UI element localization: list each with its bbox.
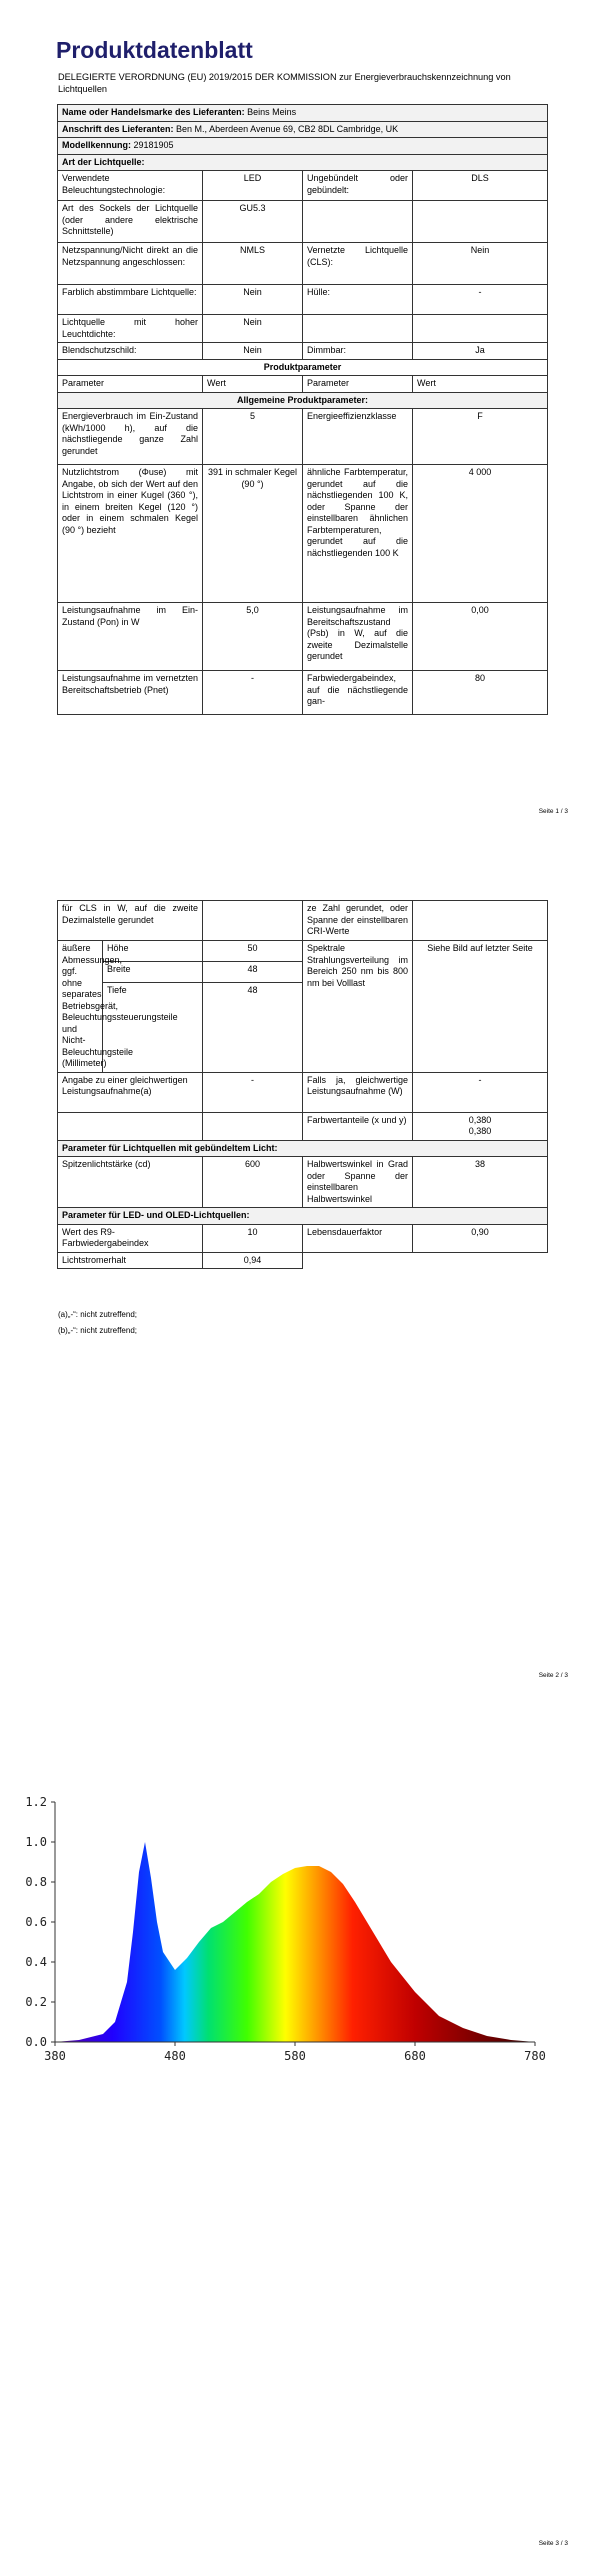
datasheet-table-2	[57, 900, 548, 1269]
led-params-heading: Parameter für LED- und OLED-Lichtquellen:	[58, 1208, 548, 1225]
datasheet-table-1	[57, 104, 548, 715]
y-tick-label: 1.2	[25, 1795, 47, 1809]
high-luminance-value: Nein	[203, 315, 303, 343]
page-number-2: Seite 2 / 3	[538, 1672, 568, 1679]
energy-class-value: F	[413, 409, 548, 465]
dimmable-label: Dimmbar:	[303, 343, 413, 360]
envelope-value: -	[413, 285, 548, 315]
dls-params-heading: Parameter für Lichtquellen mit gebündeltem Licht:	[58, 1140, 548, 1157]
cct-label: ähnliche Farbtemperatur, gerundet auf die nächstliegenden 100 K, oder Spanne der einstellbaren ähnlichen Farbtemperaturen, gerundet auf die nächstliegenden 100 K	[303, 465, 413, 603]
on-mode-power-value: 5,0	[203, 603, 303, 671]
cap-value: GU5.3	[203, 201, 303, 243]
standby-power-label: Leistungsaufnahme im Bereitschaftszustand (Psb) in W, auf die zweite Dezimalstelle gerundet	[303, 603, 413, 671]
directional-label: Ungebündelt oder gebündelt:	[303, 171, 413, 201]
energy-class-label: Energieeffizienzklasse	[303, 409, 413, 465]
spectral-value: Siehe Bild auf letzter Seite	[413, 941, 548, 1073]
cap-label: Art des Sockels der Lichtquelle (oder andere elektrische Schnittstelle)	[58, 201, 203, 243]
dimensions-label: äußere Abmessungen, ggf. ohne separates Betriebsgerät, Beleuchtungssteuerungsteile und Nicht-Beleuchtungsteile (Millimeter)	[58, 941, 103, 1073]
beam-angle-label: Halbwertswinkel in Grad oder Spanne der einstellbaren Halbwertswinkel	[303, 1157, 413, 1208]
chromaticity-label: Farbwertanteile (x und y)	[303, 1112, 413, 1140]
spectral-distribution-chart	[0, 1740, 603, 2070]
regulation-subtitle: DELEGIERTE VERORDNUNG (EU) 2019/2015 DER KOMMISSION zur Energieverbrauchskennzeichnung von Lichtquellen	[58, 72, 511, 94]
col-value-2: Wert	[413, 376, 548, 393]
survival-factor-value: 0,90	[413, 1224, 548, 1252]
depth-value: 48	[203, 982, 303, 1072]
directional-value: DLS	[413, 171, 548, 201]
footnote-a: (a)„-“: nicht zutreffend;	[58, 1310, 137, 1319]
envelope-label: Hülle:	[303, 285, 413, 315]
x-tick-label: 680	[404, 2049, 426, 2063]
page-number-3: Seite 3 / 3	[538, 2540, 568, 2547]
equivalent-power-w-value: -	[413, 1072, 548, 1112]
peak-intensity-value: 600	[203, 1157, 303, 1208]
equivalent-power-w-label: Falls ja, gleichwertige Leistungsaufnahme (W)	[303, 1072, 413, 1112]
high-luminance-label: Lichtquelle mit hoher Leuchtdichte:	[58, 315, 203, 343]
depth-label: Tiefe	[103, 982, 203, 1072]
cri-label: Farbwiedergabeindex, auf die nächstliegende gan-	[303, 671, 413, 715]
cls-value: Nein	[413, 243, 548, 285]
spectrum-area	[55, 1842, 535, 2042]
standby-power-value: 0,00	[413, 603, 548, 671]
col-param-2: Parameter	[303, 376, 413, 393]
model-row: Modellkennung: 29181905	[58, 138, 548, 155]
product-params-heading: Produktparameter	[58, 359, 548, 376]
networked-standby-label: Leistungsaufnahme im vernetzten Bereitschaftsbetrieb (Pnet)	[58, 671, 203, 715]
col-value-1: Wert	[203, 376, 303, 393]
width-label: Breite	[103, 961, 203, 982]
x-tick-label: 580	[284, 2049, 306, 2063]
height-value: 50	[203, 941, 303, 962]
dimmable-value: Ja	[413, 343, 548, 360]
general-params-heading: Allgemeine Produktparameter:	[58, 392, 548, 409]
lightsource-type-heading: Art der Lichtquelle:	[58, 154, 548, 171]
useful-flux-value: 391 in schmaler Kegel (90 °)	[203, 465, 303, 603]
networked-standby-value: -	[203, 671, 303, 715]
y-tick-label: 1.0	[25, 1835, 47, 1849]
width-value: 48	[203, 961, 303, 982]
anti-glare-value: Nein	[203, 343, 303, 360]
mains-label: Netzspannung/Nicht direkt an die Netzspannung angeschlossen:	[58, 243, 203, 285]
y-tick-label: 0.4	[25, 1955, 47, 1969]
lumen-maintenance-label: Lichtstromerhalt	[58, 1252, 203, 1269]
x-tick-label: 480	[164, 2049, 186, 2063]
page-1	[0, 0, 603, 830]
cct-value: 4 000	[413, 465, 548, 603]
page-2	[0, 860, 603, 1700]
mains-value: NMLS	[203, 243, 303, 285]
lumen-maintenance-value: 0,94	[203, 1252, 303, 1269]
on-mode-power-label: Leistungsaufnahme im Ein-Zustand (Pon) in W	[58, 603, 203, 671]
height-label: Höhe	[103, 941, 203, 962]
equivalent-power-label: Angabe zu einer gleichwertigen Leistungsaufnahme(a)	[58, 1072, 203, 1112]
peak-intensity-label: Spitzenlichtstärke (cd)	[58, 1157, 203, 1208]
survival-factor-label: Lebensdauerfaktor	[303, 1224, 413, 1252]
technology-value: LED	[203, 171, 303, 201]
x-tick-label: 380	[44, 2049, 66, 2063]
chromaticity-value: 0,380 0,380	[413, 1112, 548, 1140]
r9-value: 10	[203, 1224, 303, 1252]
spectral-label: Spektrale Strahlungsverteilung im Bereich 250 nm bis 800 nm bei Volllast	[303, 941, 413, 1073]
cri-cont: ze Zahl gerundet, oder Spanne der einstellbaren CRI-Werte	[303, 901, 413, 941]
beam-angle-value: 38	[413, 1157, 548, 1208]
supplier-address-row: Anschrift des Lieferanten: Ben M., Aberdeen Avenue 69, CB2 8DL Cambridge, UK	[58, 121, 548, 138]
tunable-value: Nein	[203, 285, 303, 315]
y-tick-label: 0.2	[25, 1995, 47, 2009]
col-param-1: Parameter	[58, 376, 203, 393]
supplier-name-row: Name oder Handelsmarke des Lieferanten: Beins Meins	[58, 105, 548, 122]
energy-consumption-value: 5	[203, 409, 303, 465]
tunable-label: Farblich abstimmbare Lichtquelle:	[58, 285, 203, 315]
anti-glare-label: Blendschutzschild:	[58, 343, 203, 360]
r9-label: Wert des R9-Farbwiedergabeindex	[58, 1224, 203, 1252]
page-title: Produktdatenblatt	[56, 37, 253, 63]
equivalent-power-value: -	[203, 1072, 303, 1112]
y-tick-label: 0.0	[25, 2035, 47, 2049]
page-number-1: Seite 1 / 3	[538, 808, 568, 815]
cri-value: 80	[413, 671, 548, 715]
cls-label: Vernetzte Lichtquelle (CLS):	[303, 243, 413, 285]
energy-consumption-label: Energieverbrauch im Ein-Zustand (kWh/1000 h), auf die nächstliegende ganze Zahl gerundet	[58, 409, 203, 465]
x-tick-label: 780	[524, 2049, 546, 2063]
page-3	[0, 1740, 603, 2560]
y-tick-label: 0.8	[25, 1875, 47, 1889]
useful-flux-label: Nutzlichtstrom (Φuse) mit Angabe, ob sich der Wert auf den Lichtstrom in einer Kugel (360 °), in einem breiten Kegel (120 °) oder in einem schmalen Kegel (90 °) bezieht	[58, 465, 203, 603]
footnote-b: (b)„-“: nicht zutreffend;	[58, 1326, 137, 1335]
networked-standby-cont: für CLS in W, auf die zweite Dezimalstelle gerundet	[58, 901, 203, 941]
y-tick-label: 0.6	[25, 1915, 47, 1929]
technology-label: Verwendete Beleuchtungstechnologie:	[58, 171, 203, 201]
